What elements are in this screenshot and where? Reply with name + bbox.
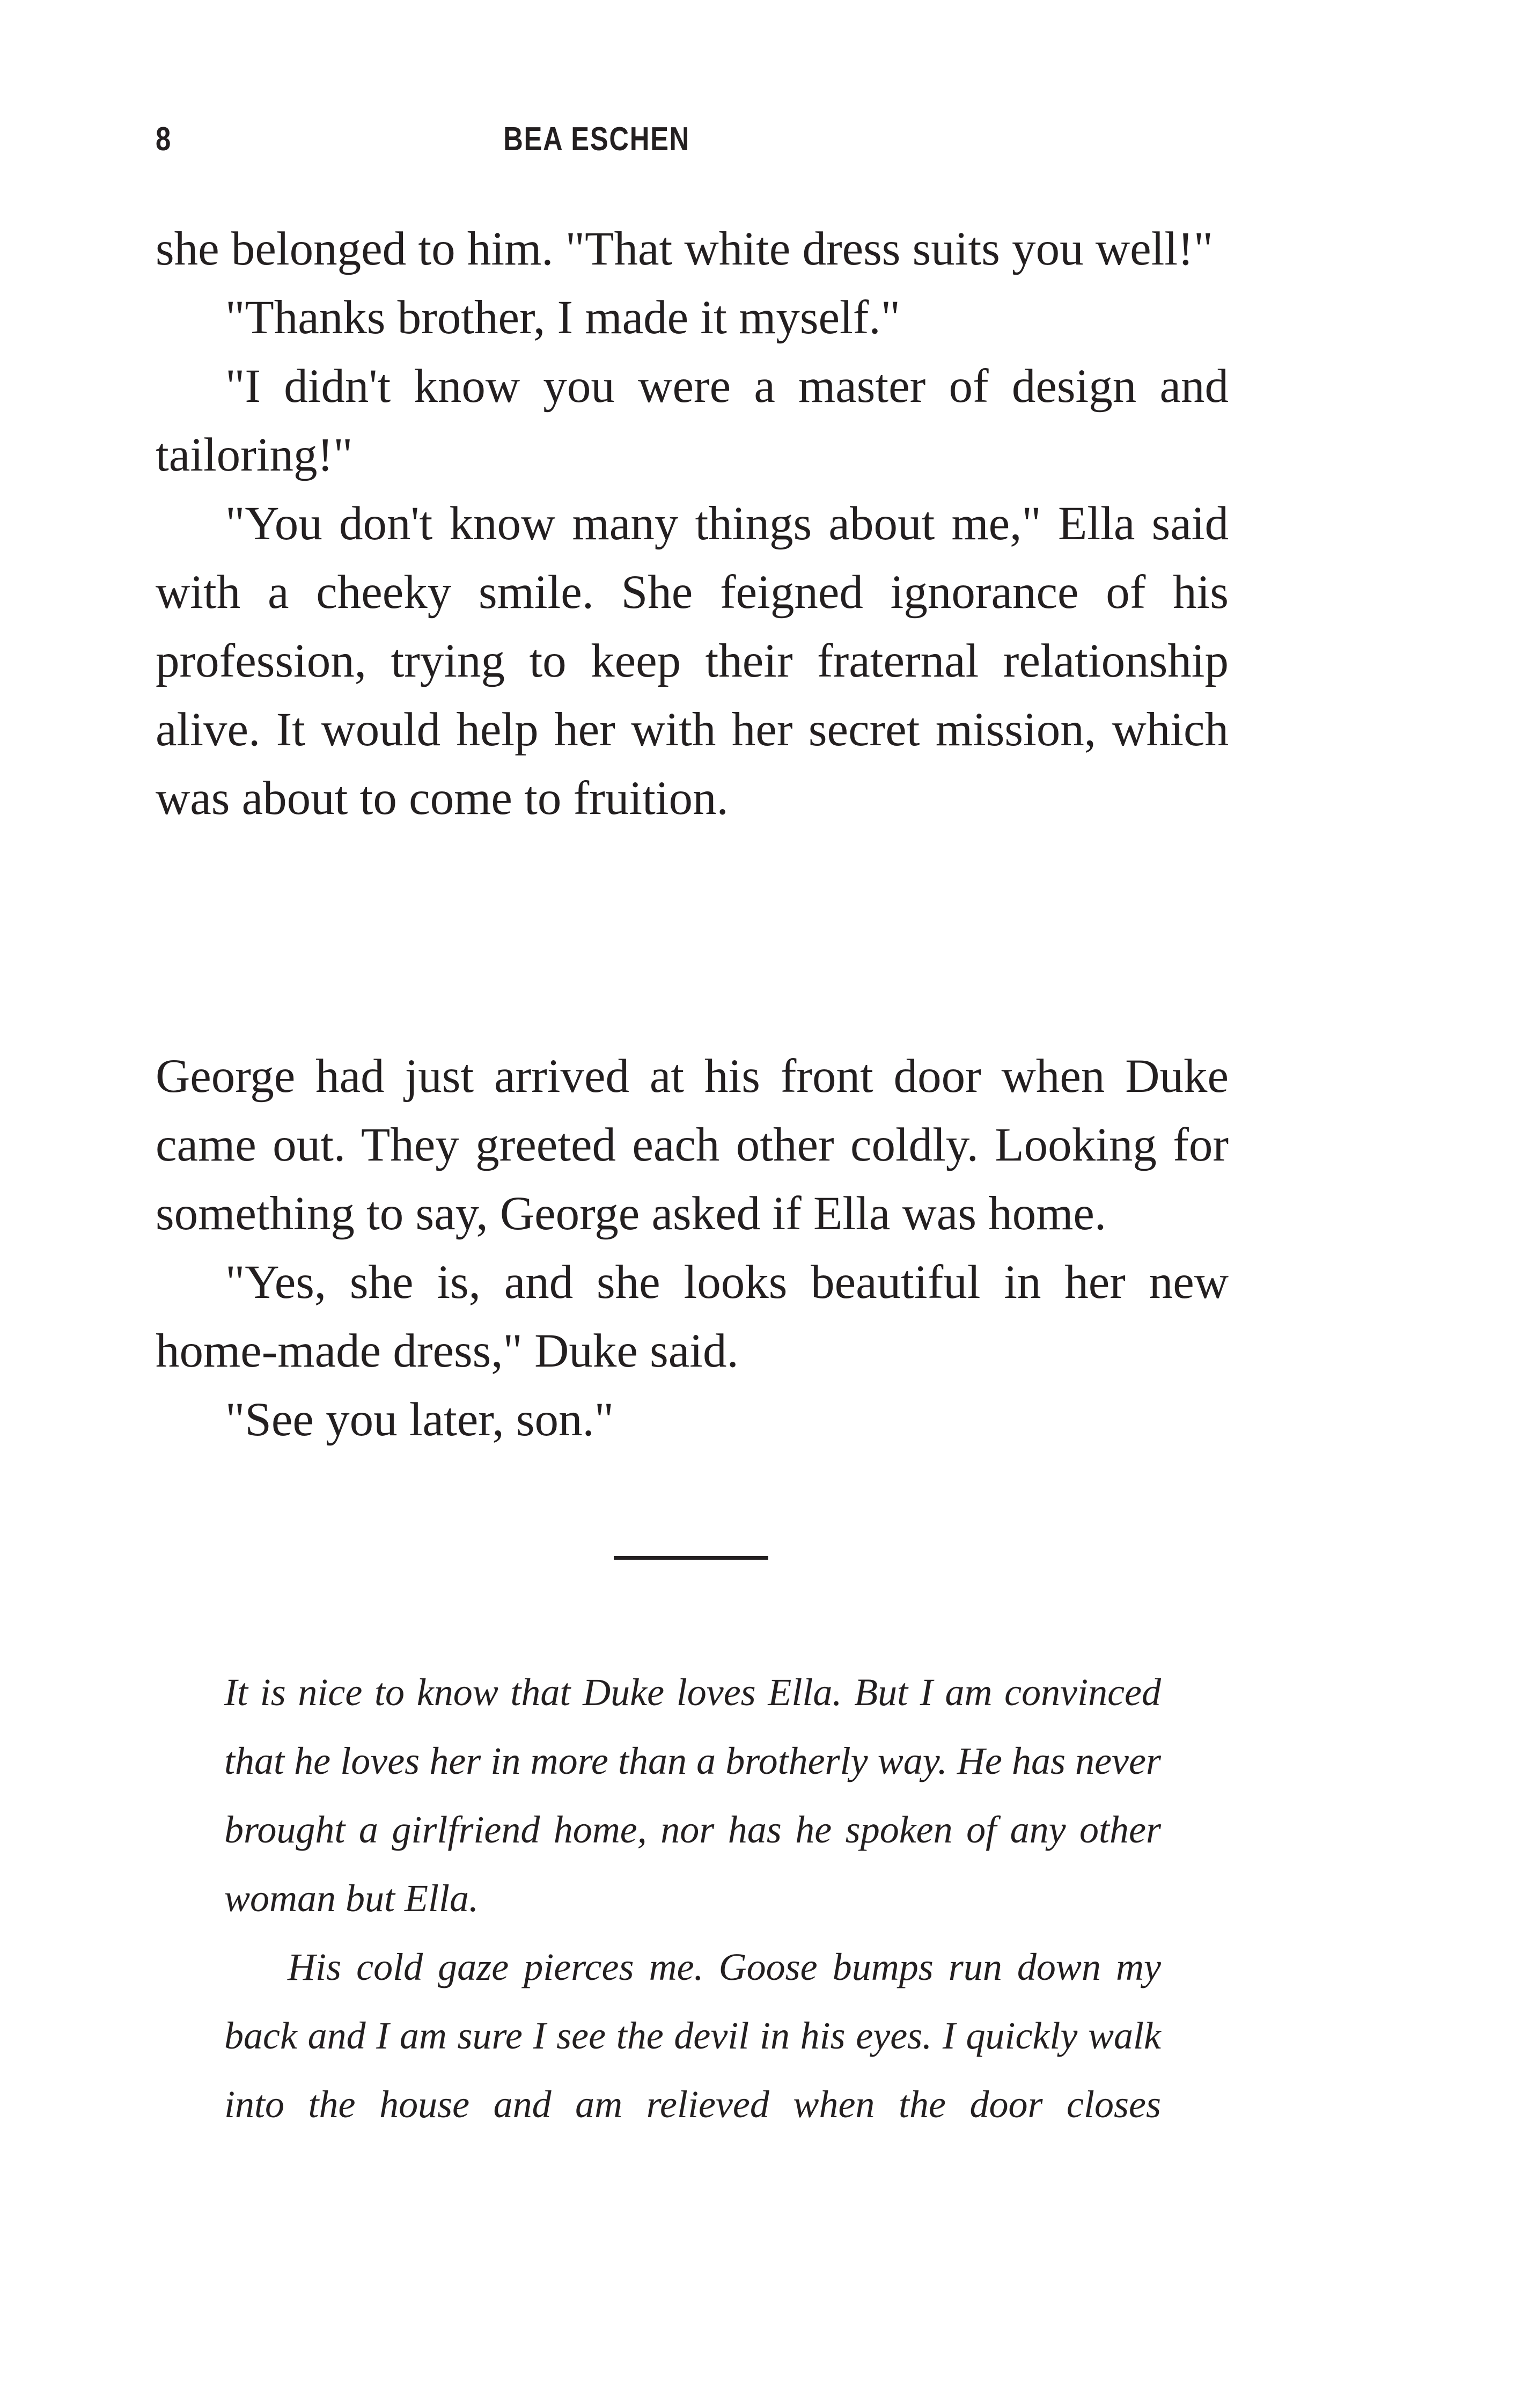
paragraph: George had just arrived at his front door when Duke came out. They greeted each other coldly. Looking for something to say, George asked if Ella was home. bbox=[156, 1050, 1229, 1240]
body-text-block-2 bbox=[156, 1042, 1229, 1454]
italic-paragraph: It is nice to know that Duke loves Ella. But I am convinced that he loves her in more than a brotherly way. He has never brought a girlfriend home, nor has he spoken of any other woman but Ella. bbox=[224, 1671, 1161, 1920]
body-text-block-1 bbox=[156, 215, 1229, 833]
page-header bbox=[156, 120, 1038, 163]
paragraph: "Thanks brother, I made it myself." bbox=[225, 291, 900, 344]
paragraph: she belonged to him. "That white dress suits you well!" bbox=[156, 223, 1214, 275]
italic-paragraph: His cold gaze pierces me. Goose bumps run down my back and I am sure I see the devil in his eyes. I quickly walk into the house and am relieved when the door closes bbox=[224, 1946, 1161, 2126]
italic-passage bbox=[224, 1658, 1161, 2139]
section-divider bbox=[614, 1556, 768, 1560]
paragraph: "I didn't know you were a master of design and tailoring!" bbox=[156, 360, 1229, 481]
page-number: 8 bbox=[156, 121, 172, 158]
paragraph: "See you later, son." bbox=[225, 1393, 614, 1446]
paragraph: "Yes, she is, and she looks beautiful in her new home-made dress," Duke said. bbox=[156, 1256, 1229, 1377]
running-head-author: BEA ESCHEN bbox=[503, 121, 690, 158]
paragraph: "You don't know many things about me," Ella said with a cheeky smile. She feigned ignorance of his profession, trying to keep their fraternal relationship alive. It would help her with her secret mission, which was about to come to fruition. bbox=[156, 497, 1229, 825]
